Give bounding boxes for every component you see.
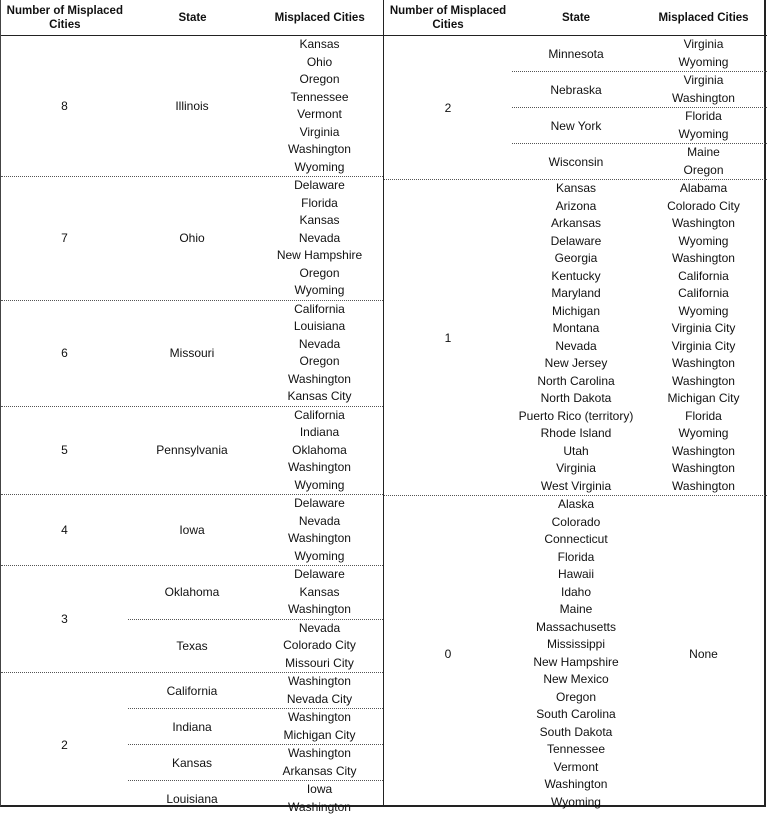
state-list	[128, 177, 383, 300]
state-name: Washington	[512, 776, 640, 794]
city-item: Delaware	[256, 566, 383, 584]
state-name: Ohio	[128, 177, 256, 300]
header-number: Number of Misplaced Cities	[1, 0, 129, 35]
city-item: Oklahoma	[256, 442, 383, 460]
state-block	[128, 673, 383, 709]
state-block	[512, 108, 767, 144]
table-row	[512, 285, 767, 303]
number-group	[1, 495, 383, 566]
state-name: Michigan	[512, 303, 640, 321]
misplaced-count: 7	[1, 177, 128, 300]
number-group	[384, 180, 767, 496]
city-item: Oregon	[256, 353, 383, 371]
state-block	[128, 620, 383, 673]
table-row	[512, 215, 767, 233]
state-block	[128, 36, 383, 176]
city-item: Iowa	[256, 781, 383, 799]
state-name: Iowa	[128, 495, 256, 565]
city-item: Delaware	[256, 177, 383, 195]
state-name: Mississippi	[512, 636, 640, 654]
state-name: New York	[512, 108, 640, 143]
state-block	[128, 407, 383, 495]
city-item: Florida	[640, 408, 767, 426]
city-item: Nevada	[256, 513, 383, 531]
city-list	[256, 495, 383, 565]
city-item: Oregon	[256, 265, 383, 283]
state-block	[128, 709, 383, 745]
city-item: Virginia	[640, 36, 767, 54]
header-state: State	[129, 0, 257, 35]
number-group	[1, 407, 383, 496]
city-item: Washington	[640, 373, 767, 391]
city-list	[256, 566, 383, 619]
table-row	[512, 233, 767, 251]
state-name: New Jersey	[512, 355, 640, 373]
city-item: Vermont	[256, 106, 383, 124]
state-name: Utah	[512, 443, 640, 461]
state-name: South Dakota	[512, 724, 640, 742]
city-item: Washington	[640, 90, 767, 108]
state-name: Montana	[512, 320, 640, 338]
state-name: Connecticut	[512, 531, 640, 549]
number-group	[1, 673, 383, 816]
city-item: Washington	[640, 215, 767, 233]
state-name: Wisconsin	[512, 144, 640, 179]
city-item: Tennessee	[256, 89, 383, 107]
city-item: California	[640, 285, 767, 303]
table-row	[512, 338, 767, 356]
state-block	[128, 177, 383, 300]
header-state: State	[512, 0, 640, 35]
city-item: Kansas	[256, 584, 383, 602]
number-group	[1, 301, 383, 407]
city-item: Louisiana	[256, 318, 383, 336]
table-row	[512, 250, 767, 268]
city-item: Washington	[256, 673, 383, 691]
state-name: Indiana	[128, 709, 256, 744]
right-body	[384, 36, 767, 811]
state-block	[512, 36, 767, 72]
right-table	[384, 0, 767, 805]
number-group	[384, 36, 767, 180]
state-name: Virginia	[512, 460, 640, 478]
city-item: Wyoming	[640, 303, 767, 321]
city-item: Kansas City	[256, 388, 383, 406]
city-list	[256, 709, 383, 744]
state-name: Minnesota	[512, 36, 640, 71]
city-list	[640, 72, 767, 107]
city-item: Washington	[256, 371, 383, 389]
city-item: Florida	[256, 195, 383, 213]
city-item: Maine	[640, 144, 767, 162]
header-cities: Misplaced Cities	[256, 0, 383, 35]
number-group	[1, 36, 383, 177]
city-item: Virginia City	[640, 338, 767, 356]
state-name: Florida	[512, 549, 640, 567]
city-item: None	[640, 496, 767, 811]
misplaced-count: 1	[384, 180, 512, 495]
city-item: Washington	[256, 745, 383, 763]
city-item: Wyoming	[640, 126, 767, 144]
city-item: Washington	[256, 799, 383, 816]
city-item: Arkansas City	[256, 763, 383, 781]
city-item: Alabama	[640, 180, 767, 198]
city-item: Washington	[256, 709, 383, 727]
state-name: Nevada	[512, 338, 640, 356]
city-list	[256, 781, 383, 816]
state-list	[512, 496, 640, 811]
city-item: New Hampshire	[256, 247, 383, 265]
state-name: Colorado	[512, 514, 640, 532]
misplaced-count: 5	[1, 407, 128, 495]
city-item: Indiana	[256, 424, 383, 442]
table-row	[512, 390, 767, 408]
state-name: Georgia	[512, 250, 640, 268]
state-name: Alaska	[512, 496, 640, 514]
city-item: Virginia	[256, 124, 383, 142]
city-list	[256, 745, 383, 780]
city-item: Nevada City	[256, 691, 383, 709]
city-item: Nevada	[256, 620, 383, 638]
city-item: Washington	[256, 530, 383, 548]
table-row	[512, 443, 767, 461]
city-item: Ohio	[256, 54, 383, 72]
state-name: Texas	[128, 620, 256, 673]
table-row	[512, 268, 767, 286]
state-city-pairs	[512, 180, 767, 495]
city-item: Oregon	[640, 162, 767, 180]
city-item: Washington	[640, 460, 767, 478]
city-item: Virginia	[640, 72, 767, 90]
state-name: Nebraska	[512, 72, 640, 107]
header-cities: Misplaced Cities	[640, 0, 767, 35]
city-item: Washington	[256, 141, 383, 159]
state-list	[128, 407, 383, 495]
city-list	[256, 177, 383, 300]
city-item: Kansas	[256, 212, 383, 230]
state-name: Oklahoma	[128, 566, 256, 619]
city-item: Missouri City	[256, 655, 383, 673]
misplaced-count: 6	[1, 301, 128, 406]
city-item: Washington	[256, 601, 383, 619]
state-name: North Carolina	[512, 373, 640, 391]
state-name: South Carolina	[512, 706, 640, 724]
state-name: Massachusetts	[512, 619, 640, 637]
state-name: Delaware	[512, 233, 640, 251]
city-item: Wyoming	[256, 548, 383, 566]
state-name: Louisiana	[128, 781, 256, 816]
state-name: Missouri	[128, 301, 256, 406]
city-list	[256, 620, 383, 673]
state-list	[128, 566, 383, 672]
state-name: North Dakota	[512, 390, 640, 408]
state-name: Kansas	[128, 745, 256, 780]
state-name: Arizona	[512, 198, 640, 216]
state-name: Kentucky	[512, 268, 640, 286]
city-item: Washington	[640, 355, 767, 373]
left-body	[1, 36, 383, 816]
state-name: California	[128, 673, 256, 708]
left-table	[1, 0, 384, 805]
state-list	[128, 673, 383, 816]
city-item: Washington	[256, 459, 383, 477]
city-item: Virginia City	[640, 320, 767, 338]
state-name: New Hampshire	[512, 654, 640, 672]
state-name: Idaho	[512, 584, 640, 602]
city-item: Delaware	[256, 495, 383, 513]
state-name: Illinois	[128, 36, 256, 176]
city-item: California	[256, 301, 383, 319]
misplaced-count: 2	[1, 673, 128, 816]
state-name: Wyoming	[512, 794, 640, 812]
state-name: Maine	[512, 601, 640, 619]
table-row	[512, 303, 767, 321]
state-block	[128, 566, 383, 620]
city-item: Washington	[640, 250, 767, 268]
state-list	[512, 36, 767, 179]
number-group	[1, 177, 383, 301]
city-item: Wyoming	[640, 54, 767, 72]
city-list	[640, 144, 767, 179]
state-block	[128, 301, 383, 406]
misplaced-count: 4	[1, 495, 128, 565]
city-item: Florida	[640, 108, 767, 126]
city-list	[256, 36, 383, 176]
header-row	[384, 0, 767, 36]
header-number: Number of Misplaced Cities	[384, 0, 512, 35]
city-item: Washington	[640, 443, 767, 461]
table-row	[512, 373, 767, 391]
city-item: California	[640, 268, 767, 286]
misplaced-count: 3	[1, 566, 128, 672]
table-row	[512, 198, 767, 216]
state-block	[512, 72, 767, 108]
city-item: Oregon	[256, 71, 383, 89]
state-name: Vermont	[512, 759, 640, 777]
city-list	[256, 301, 383, 406]
state-name: Kansas	[512, 180, 640, 198]
city-item: Colorado City	[256, 637, 383, 655]
state-name: Maryland	[512, 285, 640, 303]
state-name: West Virginia	[512, 478, 640, 496]
city-item: Wyoming	[256, 477, 383, 495]
table-row	[512, 180, 767, 198]
table-row	[512, 408, 767, 426]
state-list	[128, 301, 383, 406]
city-item: Colorado City	[640, 198, 767, 216]
city-list	[256, 407, 383, 495]
misplaced-count: 0	[384, 496, 512, 811]
city-item: California	[256, 407, 383, 425]
state-name: Hawaii	[512, 566, 640, 584]
misplaced-count: 8	[1, 36, 128, 176]
state-name: Rhode Island	[512, 425, 640, 443]
city-item: Wyoming	[256, 282, 383, 300]
state-name: Arkansas	[512, 215, 640, 233]
state-block	[512, 144, 767, 179]
table-row	[512, 320, 767, 338]
number-group	[1, 566, 383, 673]
table-row	[512, 355, 767, 373]
city-item: Washington	[640, 478, 767, 496]
state-name: New Mexico	[512, 671, 640, 689]
header-row	[1, 0, 383, 36]
city-item: Nevada	[256, 336, 383, 354]
state-name: Puerto Rico (territory)	[512, 408, 640, 426]
city-item: Kansas	[256, 36, 383, 54]
city-list	[256, 673, 383, 708]
city-item: Nevada	[256, 230, 383, 248]
city-item: Michigan City	[640, 390, 767, 408]
city-item: Michigan City	[256, 727, 383, 745]
state-block	[128, 495, 383, 565]
state-list	[128, 495, 383, 565]
state-name: Oregon	[512, 689, 640, 707]
city-item: Wyoming	[640, 425, 767, 443]
city-item: Wyoming	[640, 233, 767, 251]
state-block	[128, 781, 383, 816]
table-row	[512, 460, 767, 478]
state-name: Pennsylvania	[128, 407, 256, 495]
city-item: Wyoming	[256, 159, 383, 177]
misplaced-count: 2	[384, 36, 512, 179]
state-list	[128, 36, 383, 176]
city-list	[640, 108, 767, 143]
table-row	[512, 478, 767, 496]
state-block	[128, 745, 383, 781]
number-group	[384, 496, 767, 811]
table-row	[512, 425, 767, 443]
state-name: Tennessee	[512, 741, 640, 759]
city-list	[640, 36, 767, 71]
